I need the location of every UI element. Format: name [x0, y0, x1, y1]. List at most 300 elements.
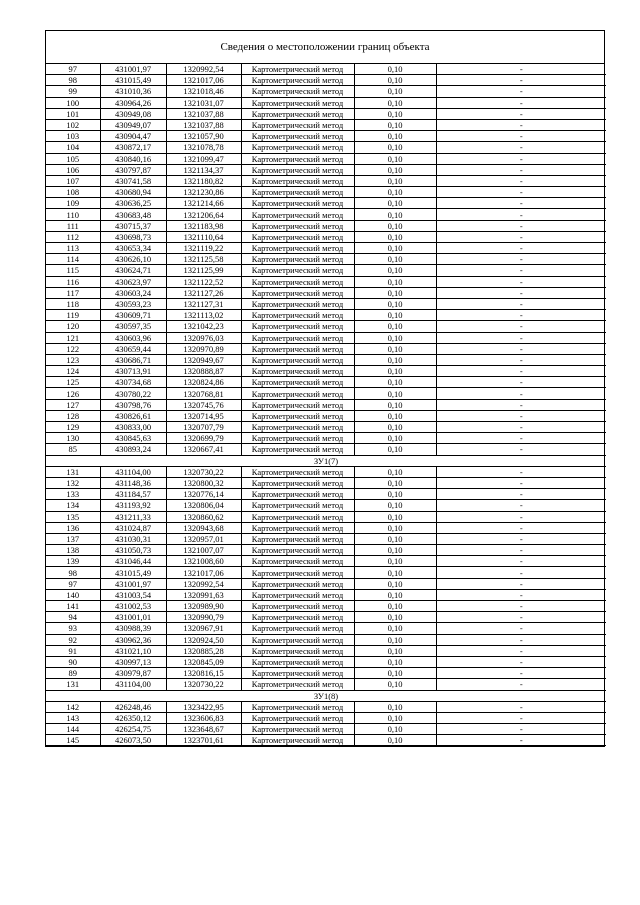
- y-coordinate-cell: 1320990,79: [166, 612, 241, 623]
- y-coordinate-cell: 1320730,22: [166, 679, 241, 690]
- y-coordinate-cell: 1320970,89: [166, 343, 241, 354]
- x-coordinate-cell: 430713,91: [100, 366, 166, 377]
- precision-cell: 0,10: [354, 623, 436, 634]
- x-coordinate-cell: 430988,39: [100, 623, 166, 634]
- precision-cell: 0,10: [354, 243, 436, 254]
- precision-cell: 0,10: [354, 64, 436, 75]
- section-row: [46, 690, 606, 701]
- x-coordinate-cell: 431001,97: [100, 64, 166, 75]
- table-row: [46, 153, 606, 164]
- precision-cell: 0,10: [354, 701, 436, 712]
- x-coordinate-cell: 431046,44: [100, 556, 166, 567]
- note-cell: -: [436, 153, 606, 164]
- y-coordinate-cell: 1321078,78: [166, 142, 241, 153]
- boundary-sheet: [45, 30, 605, 747]
- note-cell: -: [436, 175, 606, 186]
- y-coordinate-cell: 1321122,52: [166, 276, 241, 287]
- method-cell: Картометрический метод: [241, 153, 354, 164]
- note-cell: -: [436, 522, 606, 533]
- x-coordinate-cell: 430833,00: [100, 422, 166, 433]
- precision-cell: 0,10: [354, 209, 436, 220]
- method-cell: Картометрический метод: [241, 712, 354, 723]
- note-cell: -: [436, 466, 606, 477]
- table-row: [46, 75, 606, 86]
- precision-cell: 0,10: [354, 231, 436, 242]
- point-number-cell: 111: [46, 220, 100, 231]
- table-row: [46, 276, 606, 287]
- table-row: [46, 287, 606, 298]
- note-cell: -: [436, 310, 606, 321]
- precision-cell: 0,10: [354, 399, 436, 410]
- precision-cell: 0,10: [354, 276, 436, 287]
- y-coordinate-cell: 1321214,66: [166, 198, 241, 209]
- point-number-cell: 142: [46, 701, 100, 712]
- precision-cell: 0,10: [354, 298, 436, 309]
- precision-cell: 0,10: [354, 656, 436, 667]
- method-cell: Картометрический метод: [241, 97, 354, 108]
- y-coordinate-cell: 1321037,88: [166, 119, 241, 130]
- note-cell: -: [436, 533, 606, 544]
- table-row: [46, 399, 606, 410]
- x-coordinate-cell: 430734,68: [100, 377, 166, 388]
- precision-cell: 0,10: [354, 310, 436, 321]
- method-cell: Картометрический метод: [241, 522, 354, 533]
- x-coordinate-cell: 426350,12: [100, 712, 166, 723]
- point-number-cell: 98: [46, 567, 100, 578]
- note-cell: -: [436, 410, 606, 421]
- method-cell: Картометрический метод: [241, 64, 354, 75]
- point-number-cell: 117: [46, 287, 100, 298]
- x-coordinate-cell: 431021,10: [100, 645, 166, 656]
- x-coordinate-cell: 431184,57: [100, 489, 166, 500]
- table-row: [46, 444, 606, 455]
- method-cell: Картометрический метод: [241, 310, 354, 321]
- precision-cell: 0,10: [354, 422, 436, 433]
- precision-cell: 0,10: [354, 175, 436, 186]
- note-cell: -: [436, 86, 606, 97]
- method-cell: Картометрический метод: [241, 175, 354, 186]
- note-cell: -: [436, 198, 606, 209]
- point-number-cell: 121: [46, 332, 100, 343]
- note-cell: -: [436, 556, 606, 567]
- method-cell: Картометрический метод: [241, 399, 354, 410]
- method-cell: Картометрический метод: [241, 366, 354, 377]
- point-number-cell: 140: [46, 589, 100, 600]
- point-number-cell: 113: [46, 243, 100, 254]
- precision-cell: 0,10: [354, 522, 436, 533]
- note-cell: -: [436, 209, 606, 220]
- point-number-cell: 139: [46, 556, 100, 567]
- table-row: [46, 477, 606, 488]
- x-coordinate-cell: 430609,71: [100, 310, 166, 321]
- point-number-cell: 104: [46, 142, 100, 153]
- note-cell: -: [436, 399, 606, 410]
- point-number-cell: 143: [46, 712, 100, 723]
- x-coordinate-cell: 430715,37: [100, 220, 166, 231]
- y-coordinate-cell: 1320924,50: [166, 634, 241, 645]
- precision-cell: 0,10: [354, 187, 436, 198]
- y-coordinate-cell: 1321134,37: [166, 164, 241, 175]
- precision-cell: 0,10: [354, 466, 436, 477]
- table-row: [46, 265, 606, 276]
- x-coordinate-cell: 430893,24: [100, 444, 166, 455]
- method-cell: Картометрический метод: [241, 220, 354, 231]
- y-coordinate-cell: 1321008,60: [166, 556, 241, 567]
- x-coordinate-cell: 430798,76: [100, 399, 166, 410]
- x-coordinate-cell: 430597,35: [100, 321, 166, 332]
- x-coordinate-cell: 431024,87: [100, 522, 166, 533]
- point-number-cell: 101: [46, 108, 100, 119]
- precision-cell: 0,10: [354, 142, 436, 153]
- precision-cell: 0,10: [354, 108, 436, 119]
- table-row: [46, 64, 606, 75]
- precision-cell: 0,10: [354, 500, 436, 511]
- method-cell: Картометрический метод: [241, 533, 354, 544]
- y-coordinate-cell: 1321119,22: [166, 243, 241, 254]
- method-cell: Картометрический метод: [241, 332, 354, 343]
- method-cell: Картометрический метод: [241, 287, 354, 298]
- precision-cell: 0,10: [354, 556, 436, 567]
- precision-cell: 0,10: [354, 265, 436, 276]
- table-row: [46, 712, 606, 723]
- x-coordinate-cell: 430997,13: [100, 656, 166, 667]
- method-cell: Картометрический метод: [241, 433, 354, 444]
- method-cell: Картометрический метод: [241, 75, 354, 86]
- point-number-cell: 144: [46, 724, 100, 735]
- point-number-cell: 129: [46, 422, 100, 433]
- note-cell: -: [436, 656, 606, 667]
- note-cell: -: [436, 321, 606, 332]
- y-coordinate-cell: 1321099,47: [166, 153, 241, 164]
- x-coordinate-cell: 430626,10: [100, 254, 166, 265]
- method-cell: Картометрический метод: [241, 556, 354, 567]
- table-row: [46, 489, 606, 500]
- y-coordinate-cell: 1321057,90: [166, 131, 241, 142]
- method-cell: Картометрический метод: [241, 589, 354, 600]
- y-coordinate-cell: 1320943,68: [166, 522, 241, 533]
- x-coordinate-cell: 430659,44: [100, 343, 166, 354]
- note-cell: -: [436, 187, 606, 198]
- coordinates-table-body: [46, 64, 606, 746]
- table-row: [46, 343, 606, 354]
- table-row: [46, 377, 606, 388]
- method-cell: Картометрический метод: [241, 231, 354, 242]
- point-number-cell: 115: [46, 265, 100, 276]
- note-cell: -: [436, 64, 606, 75]
- note-cell: -: [436, 131, 606, 142]
- table-row: [46, 466, 606, 477]
- point-number-cell: 132: [46, 477, 100, 488]
- x-coordinate-cell: 430653,34: [100, 243, 166, 254]
- method-cell: Картометрический метод: [241, 131, 354, 142]
- y-coordinate-cell: 1321113,02: [166, 310, 241, 321]
- y-coordinate-cell: 1320949,67: [166, 354, 241, 365]
- y-coordinate-cell: 1320860,62: [166, 511, 241, 522]
- note-cell: -: [436, 164, 606, 175]
- x-coordinate-cell: 430623,97: [100, 276, 166, 287]
- x-coordinate-cell: 430686,71: [100, 354, 166, 365]
- y-coordinate-cell: 1320806,04: [166, 500, 241, 511]
- point-number-cell: 103: [46, 131, 100, 142]
- method-cell: Картометрический метод: [241, 444, 354, 455]
- x-coordinate-cell: 430624,71: [100, 265, 166, 276]
- precision-cell: 0,10: [354, 287, 436, 298]
- y-coordinate-cell: 1320768,81: [166, 388, 241, 399]
- method-cell: Картометрический метод: [241, 466, 354, 477]
- y-coordinate-cell: 1321127,26: [166, 287, 241, 298]
- note-cell: -: [436, 75, 606, 86]
- method-cell: Картометрический метод: [241, 567, 354, 578]
- precision-cell: 0,10: [354, 97, 436, 108]
- point-number-cell: 116: [46, 276, 100, 287]
- note-cell: -: [436, 366, 606, 377]
- point-number-cell: 135: [46, 511, 100, 522]
- note-cell: -: [436, 578, 606, 589]
- x-coordinate-cell: 426254,75: [100, 724, 166, 735]
- note-cell: -: [436, 276, 606, 287]
- method-cell: Картометрический метод: [241, 735, 354, 746]
- precision-cell: 0,10: [354, 153, 436, 164]
- x-coordinate-cell: 431010,36: [100, 86, 166, 97]
- y-coordinate-cell: 1321037,88: [166, 108, 241, 119]
- table-row: [46, 209, 606, 220]
- y-coordinate-cell: 1321110,64: [166, 231, 241, 242]
- table-row: [46, 388, 606, 399]
- precision-cell: 0,10: [354, 477, 436, 488]
- method-cell: Картометрический метод: [241, 86, 354, 97]
- table-row: [46, 164, 606, 175]
- precision-cell: 0,10: [354, 198, 436, 209]
- table-row: [46, 645, 606, 656]
- note-cell: -: [436, 119, 606, 130]
- x-coordinate-cell: 430741,58: [100, 175, 166, 186]
- precision-cell: 0,10: [354, 545, 436, 556]
- method-cell: Картометрический метод: [241, 164, 354, 175]
- note-cell: -: [436, 724, 606, 735]
- note-cell: -: [436, 623, 606, 634]
- method-cell: Картометрический метод: [241, 298, 354, 309]
- y-coordinate-cell: 1323701,61: [166, 735, 241, 746]
- point-number-cell: 127: [46, 399, 100, 410]
- table-row: [46, 511, 606, 522]
- precision-cell: 0,10: [354, 388, 436, 399]
- x-coordinate-cell: 430636,25: [100, 198, 166, 209]
- note-cell: -: [436, 354, 606, 365]
- x-coordinate-cell: 430603,96: [100, 332, 166, 343]
- section-label: ЗУ1(7): [46, 455, 606, 466]
- x-coordinate-cell: 431211,33: [100, 511, 166, 522]
- precision-cell: 0,10: [354, 511, 436, 522]
- x-coordinate-cell: 430979,87: [100, 668, 166, 679]
- point-number-cell: 85: [46, 444, 100, 455]
- table-row: [46, 589, 606, 600]
- x-coordinate-cell: 430840,16: [100, 153, 166, 164]
- point-number-cell: 141: [46, 601, 100, 612]
- method-cell: Картометрический метод: [241, 578, 354, 589]
- x-coordinate-cell: 431104,00: [100, 679, 166, 690]
- y-coordinate-cell: 1321031,07: [166, 97, 241, 108]
- y-coordinate-cell: 1321180,82: [166, 175, 241, 186]
- point-number-cell: 112: [46, 231, 100, 242]
- x-coordinate-cell: 431015,49: [100, 567, 166, 578]
- point-number-cell: 94: [46, 612, 100, 623]
- y-coordinate-cell: 1323422,95: [166, 701, 241, 712]
- point-number-cell: 99: [46, 86, 100, 97]
- method-cell: Картометрический метод: [241, 119, 354, 130]
- table-row: [46, 254, 606, 265]
- method-cell: Картометрический метод: [241, 321, 354, 332]
- x-coordinate-cell: 430904,47: [100, 131, 166, 142]
- x-coordinate-cell: 430698,73: [100, 231, 166, 242]
- note-cell: -: [436, 668, 606, 679]
- table-row: [46, 97, 606, 108]
- note-cell: -: [436, 332, 606, 343]
- note-cell: -: [436, 601, 606, 612]
- table-row: [46, 119, 606, 130]
- method-cell: Картометрический метод: [241, 634, 354, 645]
- point-number-cell: 137: [46, 533, 100, 544]
- note-cell: -: [436, 589, 606, 600]
- table-row: [46, 701, 606, 712]
- precision-cell: 0,10: [354, 679, 436, 690]
- x-coordinate-cell: 431001,01: [100, 612, 166, 623]
- table-row: [46, 422, 606, 433]
- point-number-cell: 122: [46, 343, 100, 354]
- note-cell: -: [436, 701, 606, 712]
- y-coordinate-cell: 1320776,14: [166, 489, 241, 500]
- table-row: [46, 131, 606, 142]
- point-number-cell: 118: [46, 298, 100, 309]
- x-coordinate-cell: 431002,53: [100, 601, 166, 612]
- point-number-cell: 145: [46, 735, 100, 746]
- point-number-cell: 97: [46, 578, 100, 589]
- point-number-cell: 134: [46, 500, 100, 511]
- x-coordinate-cell: 431015,49: [100, 75, 166, 86]
- table-row: [46, 668, 606, 679]
- precision-cell: 0,10: [354, 601, 436, 612]
- method-cell: Картометрический метод: [241, 198, 354, 209]
- x-coordinate-cell: 430593,23: [100, 298, 166, 309]
- method-cell: Картометрический метод: [241, 489, 354, 500]
- y-coordinate-cell: 1320992,54: [166, 578, 241, 589]
- precision-cell: 0,10: [354, 354, 436, 365]
- precision-cell: 0,10: [354, 589, 436, 600]
- precision-cell: 0,10: [354, 489, 436, 500]
- point-number-cell: 119: [46, 310, 100, 321]
- point-number-cell: 138: [46, 545, 100, 556]
- point-number-cell: 124: [46, 366, 100, 377]
- method-cell: Картометрический метод: [241, 108, 354, 119]
- table-row: [46, 108, 606, 119]
- y-coordinate-cell: 1320991,63: [166, 589, 241, 600]
- y-coordinate-cell: 1320824,86: [166, 377, 241, 388]
- method-cell: Картометрический метод: [241, 254, 354, 265]
- note-cell: -: [436, 343, 606, 354]
- method-cell: Картометрический метод: [241, 377, 354, 388]
- point-number-cell: 89: [46, 668, 100, 679]
- note-cell: -: [436, 243, 606, 254]
- precision-cell: 0,10: [354, 712, 436, 723]
- y-coordinate-cell: 1320989,90: [166, 601, 241, 612]
- table-row: [46, 612, 606, 623]
- table-row: [46, 198, 606, 209]
- precision-cell: 0,10: [354, 533, 436, 544]
- x-coordinate-cell: 430780,22: [100, 388, 166, 399]
- coordinates-table: [46, 64, 606, 746]
- note-cell: -: [436, 712, 606, 723]
- x-coordinate-cell: 430962,36: [100, 634, 166, 645]
- note-cell: -: [436, 511, 606, 522]
- table-row: [46, 231, 606, 242]
- method-cell: Картометрический метод: [241, 410, 354, 421]
- x-coordinate-cell: 431030,31: [100, 533, 166, 544]
- note-cell: -: [436, 388, 606, 399]
- note-cell: -: [436, 97, 606, 108]
- method-cell: Картометрический метод: [241, 477, 354, 488]
- point-number-cell: 114: [46, 254, 100, 265]
- table-row: [46, 175, 606, 186]
- y-coordinate-cell: 1320967,91: [166, 623, 241, 634]
- table-row: [46, 433, 606, 444]
- point-number-cell: 110: [46, 209, 100, 220]
- point-number-cell: 90: [46, 656, 100, 667]
- y-coordinate-cell: 1320888,87: [166, 366, 241, 377]
- method-cell: Картометрический метод: [241, 545, 354, 556]
- y-coordinate-cell: 1321018,46: [166, 86, 241, 97]
- point-number-cell: 108: [46, 187, 100, 198]
- point-number-cell: 93: [46, 623, 100, 634]
- note-cell: -: [436, 254, 606, 265]
- table-row: [46, 220, 606, 231]
- point-number-cell: 131: [46, 466, 100, 477]
- x-coordinate-cell: 430680,94: [100, 187, 166, 198]
- method-cell: Картометрический метод: [241, 187, 354, 198]
- y-coordinate-cell: 1321017,06: [166, 75, 241, 86]
- point-number-cell: 92: [46, 634, 100, 645]
- table-row: [46, 578, 606, 589]
- y-coordinate-cell: 1321127,31: [166, 298, 241, 309]
- section-label: ЗУ1(8): [46, 690, 606, 701]
- method-cell: Картометрический метод: [241, 243, 354, 254]
- note-cell: -: [436, 645, 606, 656]
- note-cell: -: [436, 377, 606, 388]
- y-coordinate-cell: 1320957,01: [166, 533, 241, 544]
- table-row: [46, 187, 606, 198]
- x-coordinate-cell: 426248,46: [100, 701, 166, 712]
- x-coordinate-cell: 430845,63: [100, 433, 166, 444]
- point-number-cell: 125: [46, 377, 100, 388]
- y-coordinate-cell: 1321125,58: [166, 254, 241, 265]
- table-row: [46, 366, 606, 377]
- y-coordinate-cell: 1320992,54: [166, 64, 241, 75]
- point-number-cell: 105: [46, 153, 100, 164]
- method-cell: Картометрический метод: [241, 209, 354, 220]
- note-cell: -: [436, 567, 606, 578]
- x-coordinate-cell: 430826,61: [100, 410, 166, 421]
- y-coordinate-cell: 1320667,41: [166, 444, 241, 455]
- note-cell: -: [436, 679, 606, 690]
- point-number-cell: 136: [46, 522, 100, 533]
- y-coordinate-cell: 1320730,22: [166, 466, 241, 477]
- y-coordinate-cell: 1323648,67: [166, 724, 241, 735]
- point-number-cell: 120: [46, 321, 100, 332]
- y-coordinate-cell: 1321042,23: [166, 321, 241, 332]
- point-number-cell: 102: [46, 119, 100, 130]
- precision-cell: 0,10: [354, 131, 436, 142]
- y-coordinate-cell: 1320714,95: [166, 410, 241, 421]
- table-row: [46, 310, 606, 321]
- precision-cell: 0,10: [354, 724, 436, 735]
